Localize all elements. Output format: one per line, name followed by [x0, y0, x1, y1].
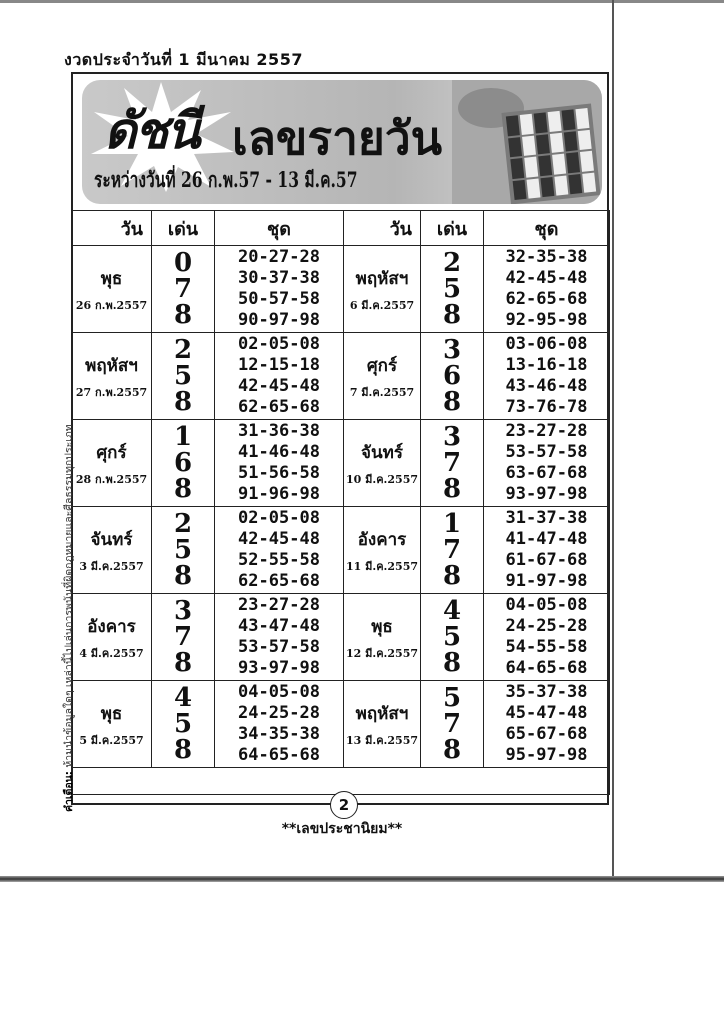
number-set: 42-45-48 [505, 268, 588, 288]
footer-text: **เลขประชานิยม** [281, 821, 403, 837]
lead-digit: 3 [442, 422, 462, 452]
lead-cell [421, 420, 484, 507]
number-set: 13-16-18 [505, 355, 588, 375]
number-set: 03-06-08 [505, 334, 588, 354]
lead-digit: 8 [173, 561, 193, 591]
number-set: 62-65-68 [505, 289, 588, 309]
lead-digit: 6 [173, 448, 193, 478]
header-lead: เด่น [152, 211, 215, 246]
table-row [72, 420, 610, 507]
lead-digit: 8 [442, 387, 462, 417]
date: 5 มี.ค.2557 [79, 733, 144, 747]
lead-cell [152, 420, 215, 507]
number-set: 91-97-98 [505, 571, 588, 591]
warning-note [60, 422, 77, 812]
lead-cell [421, 594, 484, 681]
lead-cell [152, 246, 215, 333]
lead-digit: 7 [442, 448, 462, 478]
date: 10 มี.ค.2557 [345, 472, 419, 486]
lead-digit: 5 [442, 274, 462, 304]
number-set: 41-46-48 [238, 442, 320, 462]
day-cell [72, 681, 152, 768]
date: 27 ก.พ.2557 [75, 385, 148, 399]
date: 26 ก.พ.2557 [75, 298, 148, 312]
day-name: อังคาร [357, 529, 407, 550]
day-name: พุธ [371, 616, 393, 637]
page-number: 2 [330, 791, 358, 819]
lead-digit: 5 [173, 709, 193, 739]
day-cell [344, 333, 421, 420]
number-set: 62-65-68 [238, 397, 320, 417]
banner-subtitle: ระหว่างวันที่ 26 ก.พ.57 - 13 มี.ค.57 [94, 167, 358, 192]
number-set: 95-97-98 [505, 745, 588, 765]
brand-logo: ดัชนี [104, 101, 199, 160]
number-set: 62-65-68 [238, 571, 320, 591]
number-set: 23-27-28 [505, 421, 588, 441]
lottery-collage-image [452, 80, 602, 204]
day-cell [344, 507, 421, 594]
date: 11 มี.ค.2557 [345, 559, 419, 573]
lead-cell [152, 333, 215, 420]
warning-label: คำเตือน: [63, 770, 75, 812]
number-set: 35-37-38 [505, 682, 588, 702]
day-name: จันทร์ [361, 442, 403, 463]
lead-cell [152, 507, 215, 594]
header-day: วัน [72, 211, 152, 246]
number-set: 31-37-38 [505, 508, 588, 528]
lead-digit: 8 [442, 735, 462, 765]
banner [82, 80, 602, 204]
sets-cell [215, 594, 344, 681]
day-name: พฤหัสฯ [355, 703, 409, 724]
lead-cell [421, 681, 484, 768]
sets-cell [215, 333, 344, 420]
day-cell [344, 420, 421, 507]
number-set: 24-25-28 [505, 616, 588, 636]
date: 12 มี.ค.2557 [345, 646, 419, 660]
number-set: 91-96-98 [238, 484, 320, 504]
number-set: 53-57-58 [238, 637, 320, 657]
lead-digit: 6 [442, 361, 462, 391]
sets-cell [484, 333, 610, 420]
scan-edge-top [0, 0, 724, 3]
warning-text: ห้ามนำข้อมูลใดๆ เหล่านี้ไปเล่นการพนันที่ผิดกฎหมายและศีลธรรมทุกประเภท [63, 424, 75, 768]
lead-digit: 2 [442, 248, 462, 278]
lead-cell [421, 507, 484, 594]
lead-digit: 5 [442, 683, 462, 713]
number-set: 65-67-68 [505, 724, 588, 744]
day-name: ศุกร์ [96, 442, 127, 463]
lead-digit: 1 [442, 509, 462, 539]
number-set: 23-27-28 [238, 595, 320, 615]
lead-digit: 2 [173, 509, 193, 539]
number-set: 42-45-48 [238, 529, 320, 549]
daily-numbers-table [71, 210, 610, 795]
lead-digit: 8 [173, 735, 193, 765]
lead-digit: 7 [173, 274, 193, 304]
sets-cell [215, 420, 344, 507]
lead-digit: 8 [442, 648, 462, 678]
sets-cell [484, 420, 610, 507]
header-sets: ชุด [484, 211, 610, 246]
lead-digit: 5 [173, 535, 193, 565]
lead-digit: 8 [442, 474, 462, 504]
number-set: 02-05-08 [238, 508, 320, 528]
issue-date: งวดประจำวันที่ 1 มีนาคม 2557 [64, 50, 303, 69]
day-name: พุธ [100, 268, 123, 289]
day-name: จันทร์ [90, 529, 133, 550]
number-set: 51-56-58 [238, 463, 320, 483]
lottery-card-image [501, 104, 600, 204]
lead-digit: 4 [442, 596, 462, 626]
number-set: 64-65-68 [238, 745, 320, 765]
sets-cell [215, 681, 344, 768]
date: 4 มี.ค.2557 [79, 646, 144, 660]
lead-digit: 8 [442, 300, 462, 330]
lead-digit: 8 [442, 561, 462, 591]
number-set: 61-67-68 [505, 550, 588, 570]
scan-edge-right [612, 0, 614, 880]
table-row [72, 246, 610, 333]
sets-cell [484, 594, 610, 681]
lead-digit: 0 [173, 248, 193, 278]
lead-digit: 2 [173, 335, 193, 365]
number-set: 93-97-98 [505, 484, 588, 504]
sets-cell [484, 246, 610, 333]
table-row [72, 681, 610, 768]
date: 13 มี.ค.2557 [345, 733, 419, 747]
lead-digit: 7 [442, 709, 462, 739]
lead-digit: 8 [173, 648, 193, 678]
number-set: 04-05-08 [238, 682, 320, 702]
table-row [72, 507, 610, 594]
lead-cell [152, 594, 215, 681]
header-sets: ชุด [215, 211, 344, 246]
number-set: 43-47-48 [238, 616, 320, 636]
number-set: 53-57-58 [505, 442, 588, 462]
day-name: อังคาร [87, 616, 136, 637]
sets-cell [484, 507, 610, 594]
number-set: 63-67-68 [505, 463, 588, 483]
lead-digit: 4 [173, 683, 193, 713]
number-set: 64-65-68 [505, 658, 588, 678]
day-cell [344, 681, 421, 768]
number-set: 30-37-38 [238, 268, 320, 288]
day-cell [344, 246, 421, 333]
day-cell [72, 594, 152, 681]
number-set: 42-45-48 [238, 376, 320, 396]
date: 28 ก.พ.2557 [75, 472, 148, 486]
lead-digit: 7 [442, 535, 462, 565]
number-set: 34-35-38 [238, 724, 320, 744]
lead-digit: 8 [173, 474, 193, 504]
table-body [72, 246, 610, 795]
lead-cell [152, 681, 215, 768]
lead-digit: 8 [173, 300, 193, 330]
header-lead: เด่น [421, 211, 484, 246]
lead-digit: 5 [173, 361, 193, 391]
number-set: 12-15-18 [238, 355, 320, 375]
day-cell [72, 507, 152, 594]
number-set: 90-97-98 [238, 310, 320, 330]
day-name: ศุกร์ [366, 355, 398, 376]
lead-digit: 3 [442, 335, 462, 365]
date: 7 มี.ค.2557 [349, 385, 415, 399]
lead-digit: 7 [173, 622, 193, 652]
day-name: พฤหัสฯ [355, 268, 409, 289]
number-set: 43-46-48 [505, 376, 588, 396]
number-set: 73-76-78 [505, 397, 588, 417]
number-set: 50-57-58 [238, 289, 320, 309]
lead-cell [421, 333, 484, 420]
number-set: 04-05-08 [505, 595, 588, 615]
day-cell [344, 594, 421, 681]
number-set: 41-47-48 [505, 529, 588, 549]
number-set: 93-97-98 [238, 658, 320, 678]
table-header-row [72, 211, 610, 246]
table-row [72, 594, 610, 681]
scan-edge-bottom [0, 876, 724, 882]
date: 3 มี.ค.2557 [79, 559, 144, 573]
lead-digit: 8 [173, 387, 193, 417]
day-cell [72, 333, 152, 420]
number-set: 54-55-58 [505, 637, 588, 657]
date: 6 มี.ค.2557 [349, 298, 415, 312]
header-day: วัน [344, 211, 421, 246]
number-set: 32-35-38 [505, 247, 588, 267]
day-name: พฤหัสฯ [85, 355, 138, 376]
day-cell [72, 420, 152, 507]
day-name: พุธ [100, 703, 123, 724]
lead-cell [421, 246, 484, 333]
number-set: 45-47-48 [505, 703, 588, 723]
number-set: 52-55-58 [238, 550, 320, 570]
number-set: 31-36-38 [238, 421, 320, 441]
number-set: 92-95-98 [505, 310, 588, 330]
banner-title: เลขรายวัน [232, 111, 443, 165]
sets-cell [215, 246, 344, 333]
number-set: 24-25-28 [238, 703, 320, 723]
lead-digit: 5 [442, 622, 462, 652]
lead-digit: 1 [173, 422, 193, 452]
day-cell [72, 246, 152, 333]
lead-digit: 3 [173, 596, 193, 626]
sets-cell [484, 681, 610, 768]
number-set: 20-27-28 [238, 247, 320, 267]
sets-cell [215, 507, 344, 594]
table-row [72, 333, 610, 420]
number-set: 02-05-08 [238, 334, 320, 354]
